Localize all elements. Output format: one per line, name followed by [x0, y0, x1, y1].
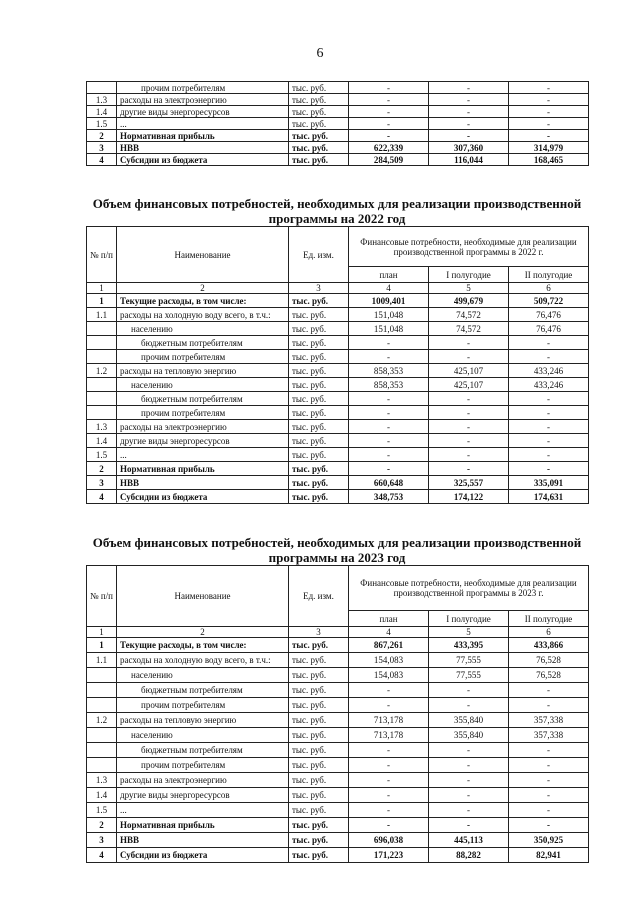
row-unit: тыс. руб. [289, 94, 349, 106]
header-name: Наименование [117, 227, 289, 283]
row-name: расходы на электроэнергию [117, 773, 289, 788]
row-unit: тыс. руб. [289, 106, 349, 118]
row-h2: - [509, 698, 589, 713]
row-h2: - [509, 758, 589, 773]
row-name: расходы на холодную воду всего, в т.ч.: [117, 653, 289, 668]
row-num: 1.4 [87, 434, 117, 448]
row-h1: 355,840 [429, 713, 509, 728]
row-name: прочим потребителям [117, 350, 289, 364]
row-plan: 713,178 [349, 728, 429, 743]
row-h2: 350,925 [509, 833, 589, 848]
table-row [87, 698, 589, 713]
row-h2: 76,528 [509, 653, 589, 668]
row-num: 1.1 [87, 308, 117, 322]
row-name: прочим потребителям [117, 698, 289, 713]
row-num: 4 [87, 848, 117, 863]
row-plan: 154,083 [349, 653, 429, 668]
row-num: 1.4 [87, 106, 117, 118]
row-plan: 284,509 [349, 154, 429, 166]
row-name: НВВ [117, 833, 289, 848]
row-name: ... [117, 803, 289, 818]
row-h2: 76,476 [509, 322, 589, 336]
table-row [87, 392, 589, 406]
row-num: 1.3 [87, 94, 117, 106]
row-h2: - [509, 106, 589, 118]
row-num [87, 392, 117, 406]
row-num: 1.3 [87, 773, 117, 788]
table-row [87, 154, 589, 166]
row-name: НВВ [117, 476, 289, 490]
row-h2: - [509, 406, 589, 420]
row-num: 3 [87, 142, 117, 154]
table-row [87, 848, 589, 863]
row-name: Нормативная прибыль [117, 818, 289, 833]
row-h1: - [429, 336, 509, 350]
row-num: 1.4 [87, 788, 117, 803]
row-unit: тыс. руб. [289, 364, 349, 378]
row-name: населению [117, 668, 289, 683]
row-unit: тыс. руб. [289, 788, 349, 803]
row-name: прочим потребителям [117, 82, 289, 94]
row-unit: тыс. руб. [289, 773, 349, 788]
table-row [87, 803, 589, 818]
header-group: Финансовые потребности, необходимые для реализации производственной программы в 2022 г. [349, 227, 589, 267]
row-plan: 713,178 [349, 713, 429, 728]
row-unit: тыс. руб. [289, 82, 349, 94]
row-name: ... [117, 448, 289, 462]
row-num: 1.2 [87, 713, 117, 728]
row-plan: - [349, 683, 429, 698]
row-unit: тыс. руб. [289, 698, 349, 713]
row-num: 1 [87, 294, 117, 308]
row-unit: тыс. руб. [289, 462, 349, 476]
row-name: Субсидии из бюджета [117, 154, 289, 166]
table-row [87, 773, 589, 788]
row-num: 1.5 [87, 448, 117, 462]
table-row [87, 378, 589, 392]
row-name: прочим потребителям [117, 758, 289, 773]
table-row [87, 728, 589, 743]
row-h1: - [429, 82, 509, 94]
row-num [87, 728, 117, 743]
row-unit: тыс. руб. [289, 818, 349, 833]
row-num: 4 [87, 154, 117, 166]
row-h2: 433,246 [509, 364, 589, 378]
index-cell: 2 [117, 627, 289, 638]
table-row [87, 788, 589, 803]
row-num: 2 [87, 462, 117, 476]
header-plan: план [349, 611, 429, 627]
row-unit: тыс. руб. [289, 378, 349, 392]
row-unit: тыс. руб. [289, 683, 349, 698]
row-name: населению [117, 378, 289, 392]
table-row [87, 118, 589, 130]
row-plan: 171,223 [349, 848, 429, 863]
row-h2: - [509, 392, 589, 406]
row-name: ... [117, 118, 289, 130]
index-cell: 3 [289, 283, 349, 294]
table-row [87, 130, 589, 142]
row-unit: тыс. руб. [289, 406, 349, 420]
row-plan: - [349, 698, 429, 713]
header-unit: Ед. изм. [289, 227, 349, 283]
row-h1: - [429, 434, 509, 448]
row-unit: тыс. руб. [289, 476, 349, 490]
row-unit: тыс. руб. [289, 668, 349, 683]
row-plan: - [349, 743, 429, 758]
row-plan: - [349, 82, 429, 94]
row-name: бюджетным потребителям [117, 683, 289, 698]
row-plan: 660,648 [349, 476, 429, 490]
row-name: расходы на тепловую энергию [117, 364, 289, 378]
row-name: расходы на электроэнергию [117, 420, 289, 434]
row-name: бюджетным потребителям [117, 743, 289, 758]
row-plan: - [349, 788, 429, 803]
row-h2: 357,338 [509, 713, 589, 728]
row-h2: - [509, 420, 589, 434]
row-plan: - [349, 392, 429, 406]
table-row [87, 743, 589, 758]
row-unit: тыс. руб. [289, 434, 349, 448]
row-num: 3 [87, 476, 117, 490]
row-h1: - [429, 743, 509, 758]
row-name: населению [117, 728, 289, 743]
row-num [87, 743, 117, 758]
row-h1: - [429, 788, 509, 803]
row-num [87, 336, 117, 350]
row-plan: - [349, 462, 429, 476]
row-plan: - [349, 448, 429, 462]
row-unit: тыс. руб. [289, 350, 349, 364]
row-name: другие виды энергоресурсов [117, 788, 289, 803]
row-h2: - [509, 743, 589, 758]
row-h1: - [429, 683, 509, 698]
row-h1: - [429, 130, 509, 142]
row-h2: - [509, 788, 589, 803]
row-num [87, 758, 117, 773]
table-row [87, 638, 589, 653]
table-row [87, 490, 589, 504]
row-name: бюджетным потребителям [117, 392, 289, 406]
row-plan: 151,048 [349, 322, 429, 336]
row-num: 1.5 [87, 803, 117, 818]
row-plan: 622,339 [349, 142, 429, 154]
row-h1: - [429, 773, 509, 788]
header-group: Финансовые потребности, необходимые для реализации производственной программы в 2023 г. [349, 566, 589, 611]
row-plan: 867,261 [349, 638, 429, 653]
row-h2: 76,476 [509, 308, 589, 322]
index-cell: 6 [509, 283, 589, 294]
table-row [87, 106, 589, 118]
row-h2: 168,465 [509, 154, 589, 166]
table-row [87, 294, 589, 308]
row-h1: 74,572 [429, 308, 509, 322]
row-name: прочим потребителям [117, 406, 289, 420]
row-plan: 154,083 [349, 668, 429, 683]
row-unit: тыс. руб. [289, 308, 349, 322]
row-num: 1.2 [87, 364, 117, 378]
table-row [87, 322, 589, 336]
row-unit: тыс. руб. [289, 490, 349, 504]
table-row [87, 476, 589, 490]
row-plan: - [349, 94, 429, 106]
table-row [87, 336, 589, 350]
row-h1: - [429, 698, 509, 713]
row-h1: 425,107 [429, 378, 509, 392]
row-h2: 174,631 [509, 490, 589, 504]
row-h1: - [429, 462, 509, 476]
finance-table-2023 [86, 565, 589, 863]
row-name: Субсидии из бюджета [117, 848, 289, 863]
header-num: № п/п [87, 566, 117, 627]
section-title-2023: Объем финансовых потребностей, необходимых для реализации производственной программы на 2023 год [92, 535, 582, 565]
row-unit: тыс. руб. [289, 803, 349, 818]
row-h1: 77,555 [429, 653, 509, 668]
table-row [87, 713, 589, 728]
row-unit: тыс. руб. [289, 130, 349, 142]
row-name: бюджетным потребителям [117, 336, 289, 350]
row-h2: - [509, 773, 589, 788]
row-unit: тыс. руб. [289, 758, 349, 773]
row-unit: тыс. руб. [289, 294, 349, 308]
row-name: расходы на тепловую энергию [117, 713, 289, 728]
table-row [87, 758, 589, 773]
row-unit: тыс. руб. [289, 833, 349, 848]
row-h1: - [429, 818, 509, 833]
row-name: другие виды энергоресурсов [117, 106, 289, 118]
table-row [87, 818, 589, 833]
index-cell: 2 [117, 283, 289, 294]
row-h2: - [509, 118, 589, 130]
row-h1: - [429, 118, 509, 130]
page-number: 6 [316, 46, 324, 61]
row-plan: - [349, 336, 429, 350]
row-h1: 77,555 [429, 668, 509, 683]
row-unit: тыс. руб. [289, 336, 349, 350]
table-row [87, 420, 589, 434]
table-row [87, 653, 589, 668]
row-unit: тыс. руб. [289, 420, 349, 434]
row-num: 1.5 [87, 118, 117, 130]
row-plan: - [349, 818, 429, 833]
row-num: 2 [87, 130, 117, 142]
header-h2: II полугодие [509, 611, 589, 627]
row-unit: тыс. руб. [289, 118, 349, 130]
header-h2: II полугодие [509, 267, 589, 283]
row-unit: тыс. руб. [289, 392, 349, 406]
index-cell: 3 [289, 627, 349, 638]
row-name: Нормативная прибыль [117, 130, 289, 142]
row-num: 1 [87, 638, 117, 653]
row-h1: - [429, 94, 509, 106]
table-row [87, 364, 589, 378]
row-h2: - [509, 130, 589, 142]
row-num: 2 [87, 818, 117, 833]
row-h2: - [509, 683, 589, 698]
row-plan: - [349, 803, 429, 818]
row-h2: - [509, 818, 589, 833]
table-row [87, 142, 589, 154]
index-cell: 5 [429, 283, 509, 294]
row-num [87, 683, 117, 698]
row-h2: 335,091 [509, 476, 589, 490]
row-unit: тыс. руб. [289, 142, 349, 154]
row-h2: 76,528 [509, 668, 589, 683]
row-h2: - [509, 350, 589, 364]
row-h1: 88,282 [429, 848, 509, 863]
row-h1: - [429, 758, 509, 773]
index-cell: 6 [509, 627, 589, 638]
row-unit: тыс. руб. [289, 728, 349, 743]
row-h1: 307,360 [429, 142, 509, 154]
row-h1: - [429, 106, 509, 118]
row-h1: 116,044 [429, 154, 509, 166]
row-h1: - [429, 392, 509, 406]
row-h1: 433,395 [429, 638, 509, 653]
row-num: 4 [87, 490, 117, 504]
row-plan: 858,353 [349, 378, 429, 392]
row-h2: 433,866 [509, 638, 589, 653]
row-num [87, 668, 117, 683]
table-row [87, 833, 589, 848]
index-cell: 4 [349, 627, 429, 638]
table-row [87, 82, 589, 94]
row-plan: - [349, 130, 429, 142]
header-name: Наименование [117, 566, 289, 627]
row-num [87, 378, 117, 392]
row-plan: 696,038 [349, 833, 429, 848]
header-plan: план [349, 267, 429, 283]
row-unit: тыс. руб. [289, 322, 349, 336]
row-name: населению [117, 322, 289, 336]
row-num: 1.1 [87, 653, 117, 668]
row-plan: - [349, 118, 429, 130]
row-name: Текущие расходы, в том числе: [117, 294, 289, 308]
index-cell: 5 [429, 627, 509, 638]
row-h2: - [509, 434, 589, 448]
row-plan: - [349, 106, 429, 118]
row-name: Субсидии из бюджета [117, 490, 289, 504]
row-plan: - [349, 406, 429, 420]
row-h1: 174,122 [429, 490, 509, 504]
row-num [87, 82, 117, 94]
header-unit: Ед. изм. [289, 566, 349, 627]
row-unit: тыс. руб. [289, 154, 349, 166]
row-h1: 445,113 [429, 833, 509, 848]
row-h2: 433,246 [509, 378, 589, 392]
row-name: Текущие расходы, в том числе: [117, 638, 289, 653]
row-name: НВВ [117, 142, 289, 154]
table-row [87, 668, 589, 683]
row-plan: 151,048 [349, 308, 429, 322]
row-num [87, 698, 117, 713]
continuation-table [86, 81, 589, 166]
table-row [87, 462, 589, 476]
row-h1: 425,107 [429, 364, 509, 378]
row-num: 1.3 [87, 420, 117, 434]
finance-table-2022 [86, 226, 589, 504]
header-h1: I полугодие [429, 611, 509, 627]
row-name: расходы на холодную воду всего, в т.ч.: [117, 308, 289, 322]
row-num: 3 [87, 833, 117, 848]
row-h1: 325,557 [429, 476, 509, 490]
row-unit: тыс. руб. [289, 638, 349, 653]
row-plan: 348,753 [349, 490, 429, 504]
row-h1: - [429, 406, 509, 420]
table-row [87, 308, 589, 322]
row-unit: тыс. руб. [289, 743, 349, 758]
row-plan: - [349, 773, 429, 788]
row-h1: 355,840 [429, 728, 509, 743]
row-h2: 314,979 [509, 142, 589, 154]
row-unit: тыс. руб. [289, 448, 349, 462]
row-unit: тыс. руб. [289, 713, 349, 728]
row-h2: 357,338 [509, 728, 589, 743]
row-unit: тыс. руб. [289, 653, 349, 668]
row-h2: 82,941 [509, 848, 589, 863]
section-title-2022: Объем финансовых потребностей, необходимых для реализации производственной программы на 2022 год [92, 196, 582, 226]
row-h1: 74,572 [429, 322, 509, 336]
header-h1: I полугодие [429, 267, 509, 283]
row-num [87, 350, 117, 364]
row-h1: - [429, 448, 509, 462]
row-name: Нормативная прибыль [117, 462, 289, 476]
row-plan: - [349, 758, 429, 773]
row-plan: 858,353 [349, 364, 429, 378]
row-plan: - [349, 420, 429, 434]
table-row [87, 448, 589, 462]
row-h2: - [509, 448, 589, 462]
row-h1: - [429, 350, 509, 364]
row-num [87, 406, 117, 420]
table-row [87, 683, 589, 698]
table-row [87, 434, 589, 448]
row-h2: - [509, 462, 589, 476]
row-plan: - [349, 350, 429, 364]
row-h1: - [429, 420, 509, 434]
index-cell: 1 [87, 627, 117, 638]
index-cell: 1 [87, 283, 117, 294]
table-row [87, 406, 589, 420]
row-name: другие виды энергоресурсов [117, 434, 289, 448]
row-name: расходы на электроэнергию [117, 94, 289, 106]
row-h2: - [509, 94, 589, 106]
header-num: № п/п [87, 227, 117, 283]
row-h2: 509,722 [509, 294, 589, 308]
row-h2: - [509, 336, 589, 350]
table-row [87, 350, 589, 364]
row-h1: 499,679 [429, 294, 509, 308]
row-unit: тыс. руб. [289, 848, 349, 863]
row-h2: - [509, 82, 589, 94]
row-h2: - [509, 803, 589, 818]
table-row [87, 94, 589, 106]
row-h1: - [429, 803, 509, 818]
index-cell: 4 [349, 283, 429, 294]
row-num [87, 322, 117, 336]
row-plan: - [349, 434, 429, 448]
row-plan: 1009,401 [349, 294, 429, 308]
